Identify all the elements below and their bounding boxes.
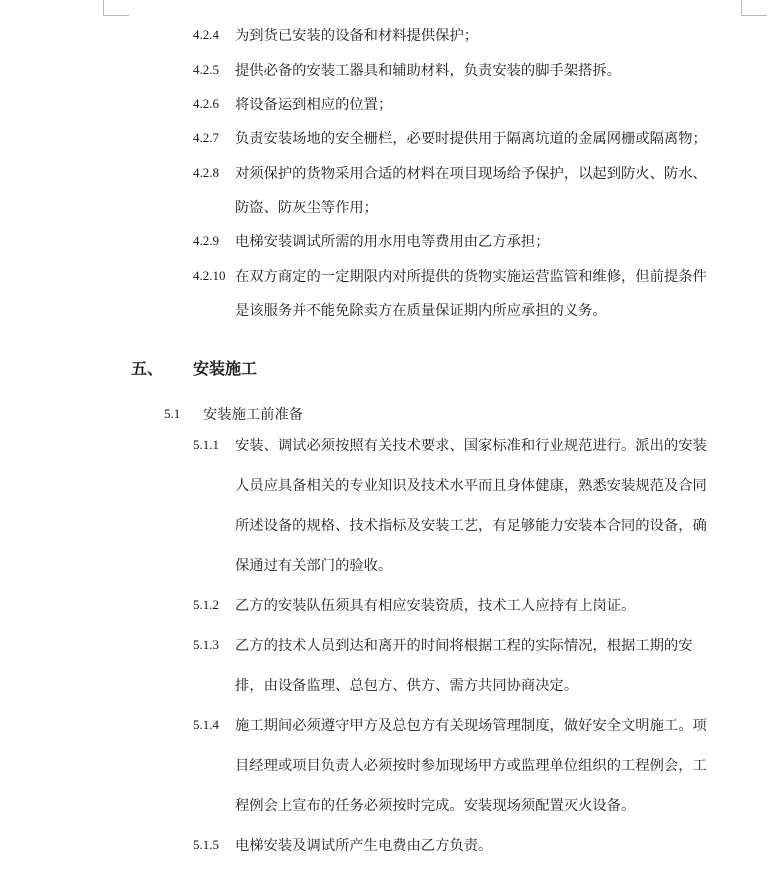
item-text: 对须保护的货物采用合适的材料在项目现场给予保护，以起到防火、防水、	[235, 166, 707, 182]
item-text-continuation: 目经理或项目负责人必须按时参加现场甲方或监理单位组织的工程例会，工	[235, 758, 707, 774]
item-number: 4.2.5	[193, 62, 219, 77]
item-number: 5.1.4	[193, 717, 219, 732]
subsection-number: 5.1	[164, 406, 181, 421]
item-text-continuation: 人员应具备相关的专业知识及技术水平而且身体健康，熟悉安装规范及合同	[235, 478, 707, 494]
item-text-continuation: 防盗、防灰尘等作用；	[235, 200, 378, 216]
item-text: 乙方的技术人员到达和离开的时间将根据工程的实际情况，根据工期的安	[235, 638, 693, 654]
item-text: 负责安装场地的安全栅栏，必要时提供用于隔离坑道的金属网栅或隔离物；	[235, 131, 707, 147]
section-title: 安装施工	[193, 359, 258, 378]
item-text: 施工期间必须遵守甲方及总包方有关现场管理制度，做好安全文明施工。项	[235, 718, 707, 734]
item-text: 电梯安装调试所需的用水用电等费用由乙方承担；	[235, 234, 550, 250]
item-text: 安装、调试必须按照有关技术要求、国家标准和行业规范进行。派出的安装	[235, 438, 707, 454]
item-number: 4.2.10	[193, 268, 226, 283]
item-number: 5.1.1	[193, 437, 219, 452]
item-text-continuation: 排，由设备监理、总包方、供方、需方共同协商决定。	[235, 678, 579, 694]
crop-mark-left-horizontal	[103, 15, 129, 16]
item-text: 乙方的安装队伍须具有相应安装资质，技术工人应持有上岗证。	[235, 598, 636, 614]
item-text: 为到货已安装的设备和材料提供保护；	[235, 28, 479, 44]
item-text: 在双方商定的一定期限内对所提供的货物实施运营监管和维修，但前提条件	[235, 269, 707, 285]
crop-mark-left-vertical	[103, 0, 104, 16]
item-text-continuation: 是该服务并不能免除卖方在质量保证期内所应承担的义务。	[235, 303, 607, 319]
item-number: 4.2.6	[193, 96, 219, 111]
item-number: 4.2.8	[193, 165, 219, 180]
item-text: 将设备运到相应的位置；	[235, 97, 393, 113]
item-number: 4.2.4	[193, 27, 219, 42]
item-text-continuation: 程例会上宣布的任务必须按时完成。安装现场须配置灭火设备。	[235, 798, 636, 814]
item-text: 电梯安装及调试所产生电费由乙方负责。	[235, 838, 493, 854]
item-number: 5.1.5	[193, 837, 219, 852]
item-text-continuation: 所述设备的规格、技术指标及安装工艺，有足够能力安装本合同的设备，确	[235, 518, 707, 534]
section-number: 五、	[131, 359, 164, 378]
item-text: 提供必备的安装工器具和辅助材料，负责安装的脚手架搭拆。	[235, 63, 622, 79]
crop-mark-right-vertical	[741, 0, 742, 16]
item-text-continuation: 保通过有关部门的验收。	[235, 558, 393, 574]
item-number: 4.2.9	[193, 233, 219, 248]
crop-mark-right-horizontal	[741, 15, 767, 16]
item-number: 5.1.2	[193, 597, 219, 612]
item-number: 5.1.3	[193, 637, 219, 652]
item-number: 4.2.7	[193, 130, 219, 145]
subsection-title: 安装施工前准备	[203, 407, 304, 423]
